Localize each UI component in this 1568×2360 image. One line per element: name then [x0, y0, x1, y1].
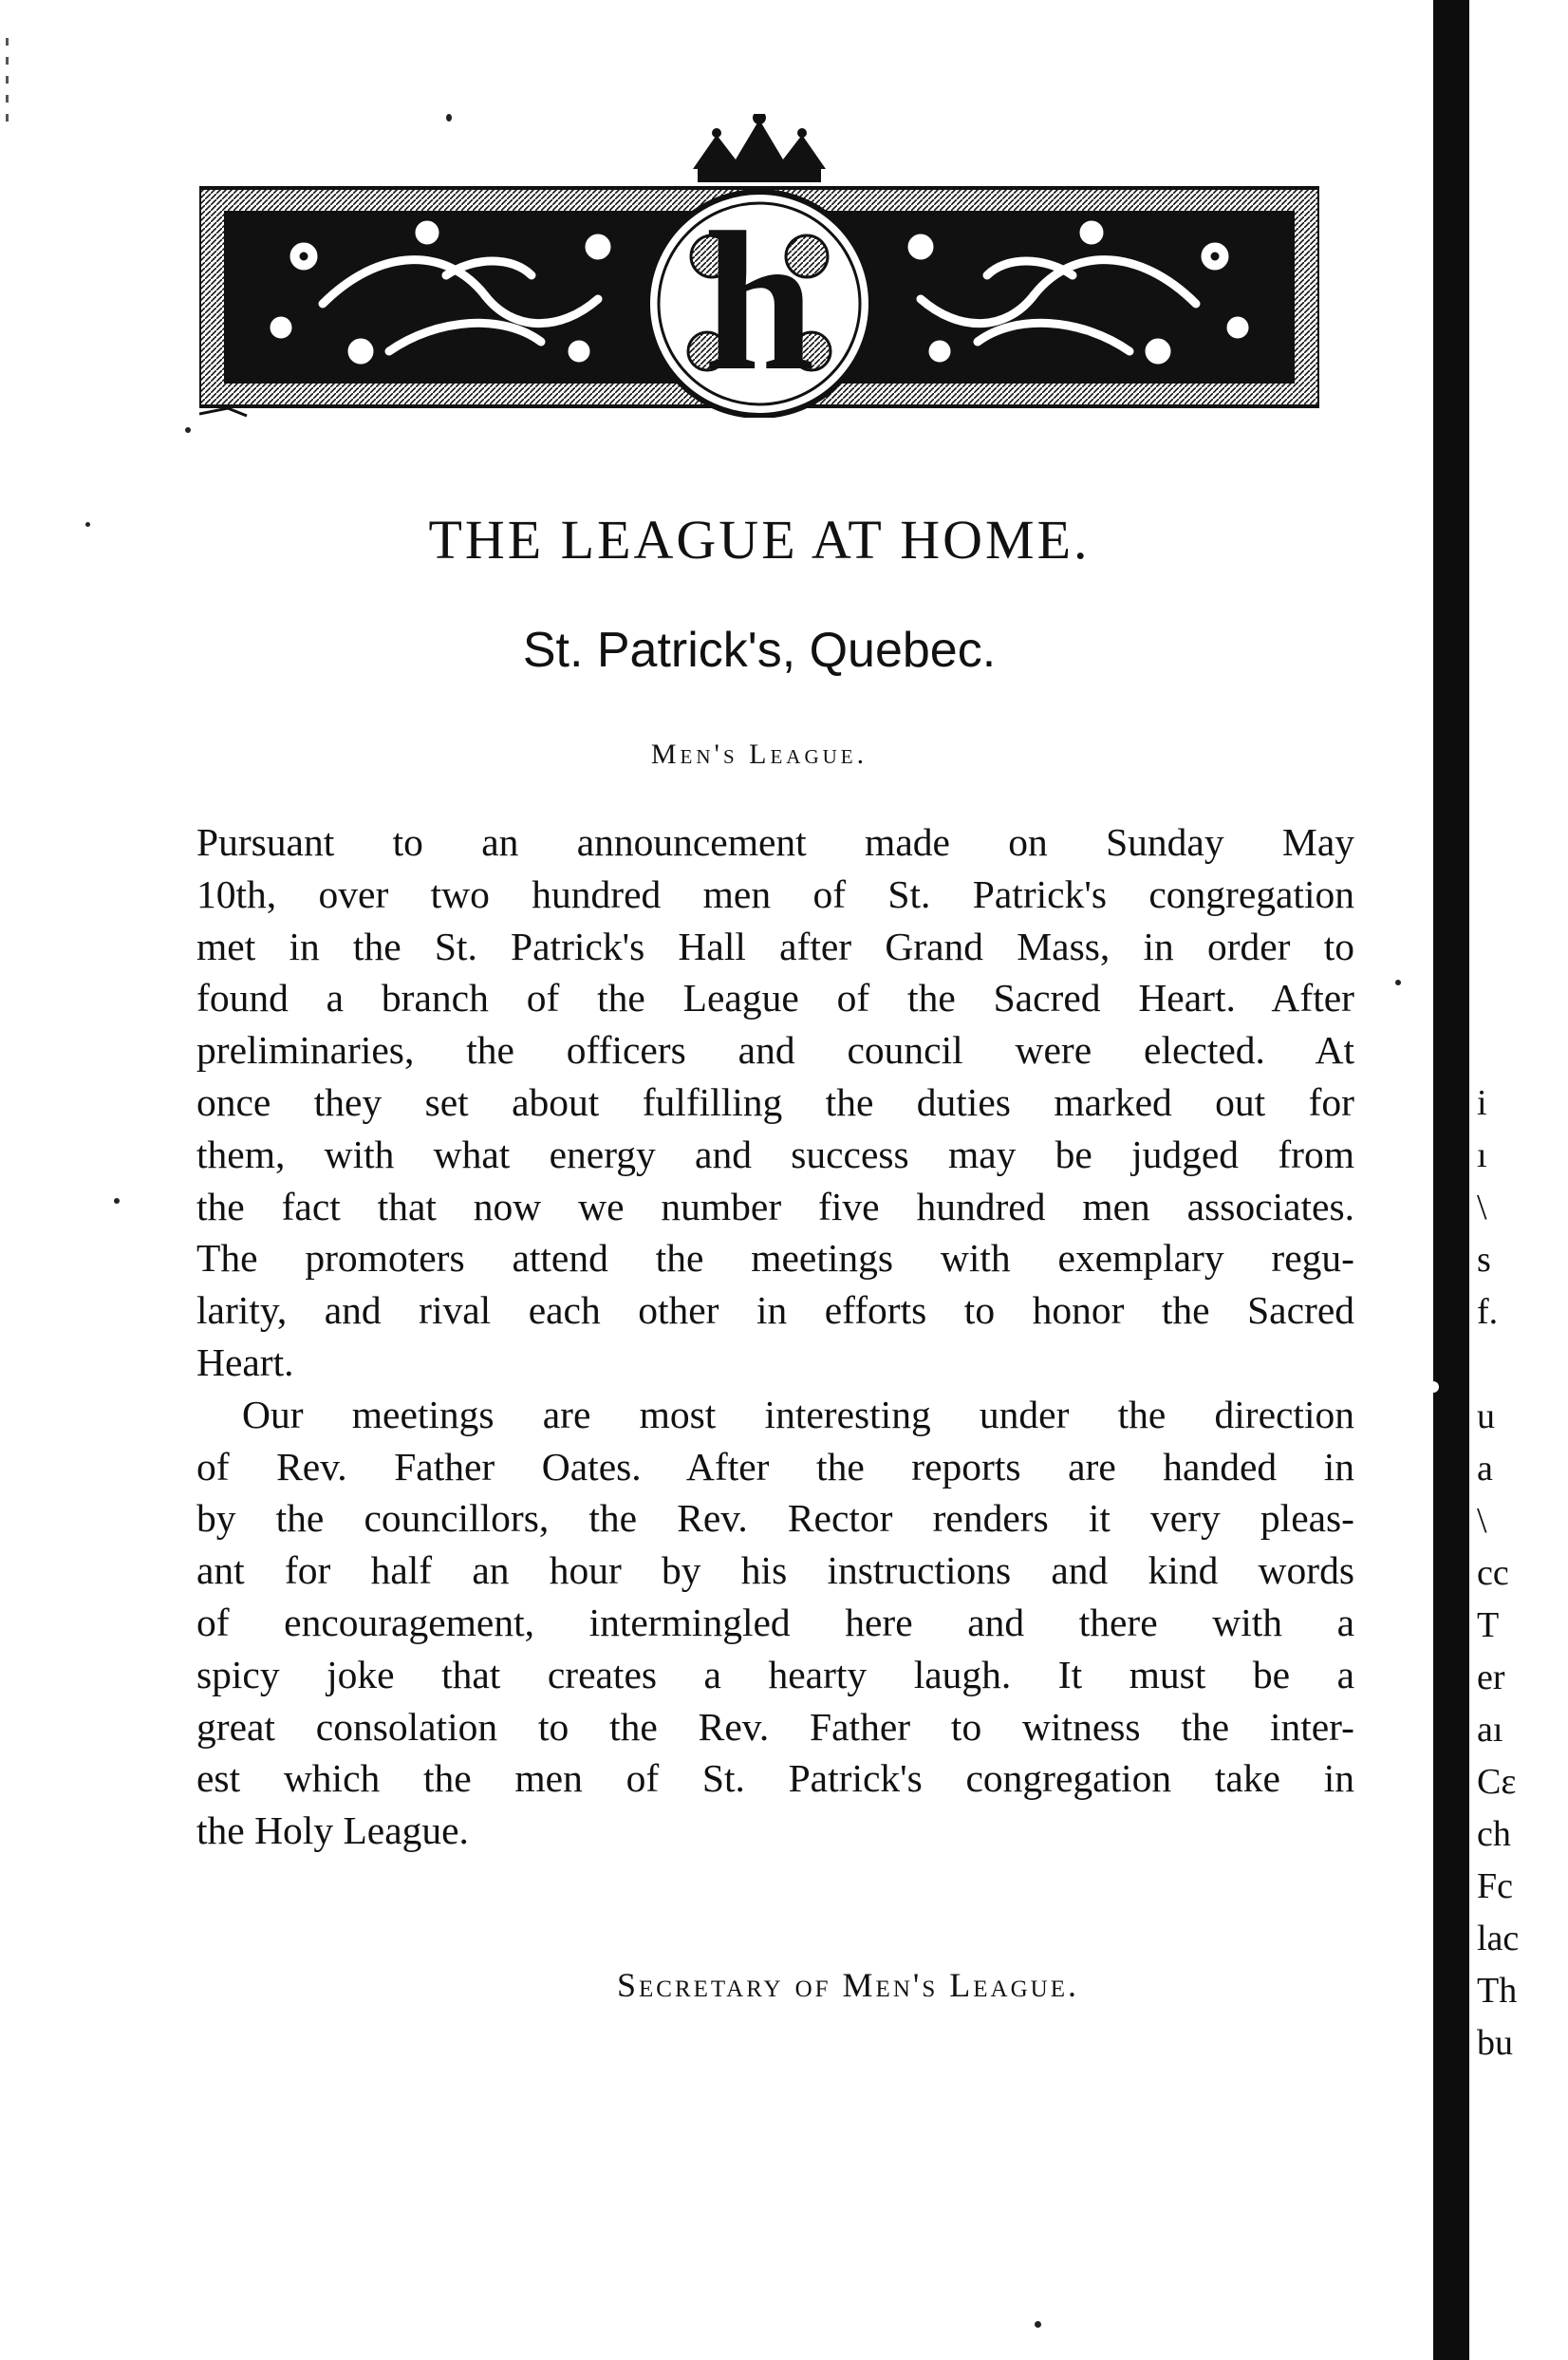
adjacent-page-fragment: \	[1477, 1501, 1487, 1541]
body-line: Heart.	[196, 1339, 294, 1384]
signature: Secretary of Men's League.	[617, 1966, 1079, 2004]
adjacent-page-fragment: lac	[1477, 1919, 1520, 1958]
body-line: ant for half an hour by his instructions and kind words	[196, 1548, 1354, 1593]
adjacent-page-fragment: cc	[1477, 1553, 1509, 1593]
body-line: found a branch of the League of the Sacred Heart. After	[196, 976, 1354, 1021]
body-line: great consolation to the Rev. Father to witness the inter-	[196, 1704, 1354, 1749]
ornament-initial-letter: h	[703, 192, 815, 412]
body-line: them, with what energy and success may be judged from	[196, 1132, 1354, 1176]
adjacent-page-fragment: s	[1477, 1240, 1491, 1280]
page-title: THE LEAGUE AT HOME.	[428, 509, 1091, 571]
article-body	[196, 816, 1354, 1857]
print-speck	[1035, 2321, 1041, 2328]
scan-edge-dashes	[6, 38, 9, 123]
adjacent-page-fragment: Cε	[1477, 1762, 1517, 1802]
body-line: by the councillors, the Rev. Rector renders it very pleas-	[196, 1496, 1354, 1541]
spine-notch	[1420, 1381, 1439, 1393]
adjacent-page-fragment: bu	[1477, 2023, 1513, 2063]
print-speck	[185, 427, 191, 433]
body-line: met in the St. Patrick's Hall after Grand Mass, in order to	[196, 924, 1354, 968]
body-line: Pursuant to an announcement made on Sunday May	[196, 820, 1354, 864]
book-spine	[1433, 0, 1469, 2360]
body-line: Our meetings are most interesting under the direction	[242, 1392, 1354, 1436]
body-line: of encouragement, intermingled here and there with a	[196, 1600, 1354, 1644]
adjacent-page-fragments	[1477, 0, 1568, 2360]
adjacent-page-fragment: ı	[1477, 1135, 1487, 1175]
body-line: the fact that now we number five hundred men associates.	[196, 1184, 1354, 1228]
adjacent-page-fragment: i	[1477, 1083, 1487, 1123]
adjacent-page-fragment: f.	[1477, 1292, 1499, 1332]
print-speck	[85, 522, 90, 527]
adjacent-page-fragment: Fc	[1477, 1866, 1513, 1906]
adjacent-page-fragment: \	[1477, 1188, 1487, 1227]
body-line: larity, and rival each other in efforts to honor the Sacred	[196, 1288, 1354, 1333]
body-line: preliminaries, the officers and council were elected. At	[196, 1028, 1354, 1073]
adjacent-page-fragment: ch	[1477, 1814, 1511, 1854]
body-line: 10th, over two hundred men of St. Patrick's congregation	[196, 871, 1354, 916]
adjacent-page-fragment: a	[1477, 1449, 1493, 1489]
body-line: of Rev. Father Oates. After the reports are handed in	[196, 1444, 1354, 1489]
adjacent-page-fragment: Th	[1477, 1971, 1518, 2011]
adjacent-page-fragment: u	[1477, 1396, 1495, 1436]
body-line: est which the men of St. Patrick's congregation take in	[196, 1756, 1354, 1801]
print-speck	[114, 1198, 120, 1204]
body-line: once they set about fulfilling the duties marked out for	[196, 1079, 1354, 1124]
body-line: The promoters attend the meetings with exemplary regu-	[196, 1236, 1354, 1281]
section-heading: Men's League.	[650, 739, 868, 770]
body-line: spicy joke that creates a hearty laugh. It must be a	[196, 1652, 1354, 1696]
adjacent-page-fragment: T	[1477, 1605, 1500, 1645]
print-speck	[1395, 980, 1401, 985]
adjacent-page-fragment: er	[1477, 1658, 1505, 1697]
print-speck	[446, 114, 452, 122]
crowned-monogram-floral-headpiece-icon	[199, 114, 1319, 418]
body-line: the Holy League.	[196, 1808, 469, 1853]
adjacent-page-fragment: aı	[1477, 1710, 1503, 1750]
page-subtitle: St. Patrick's, Quebec.	[522, 623, 997, 678]
